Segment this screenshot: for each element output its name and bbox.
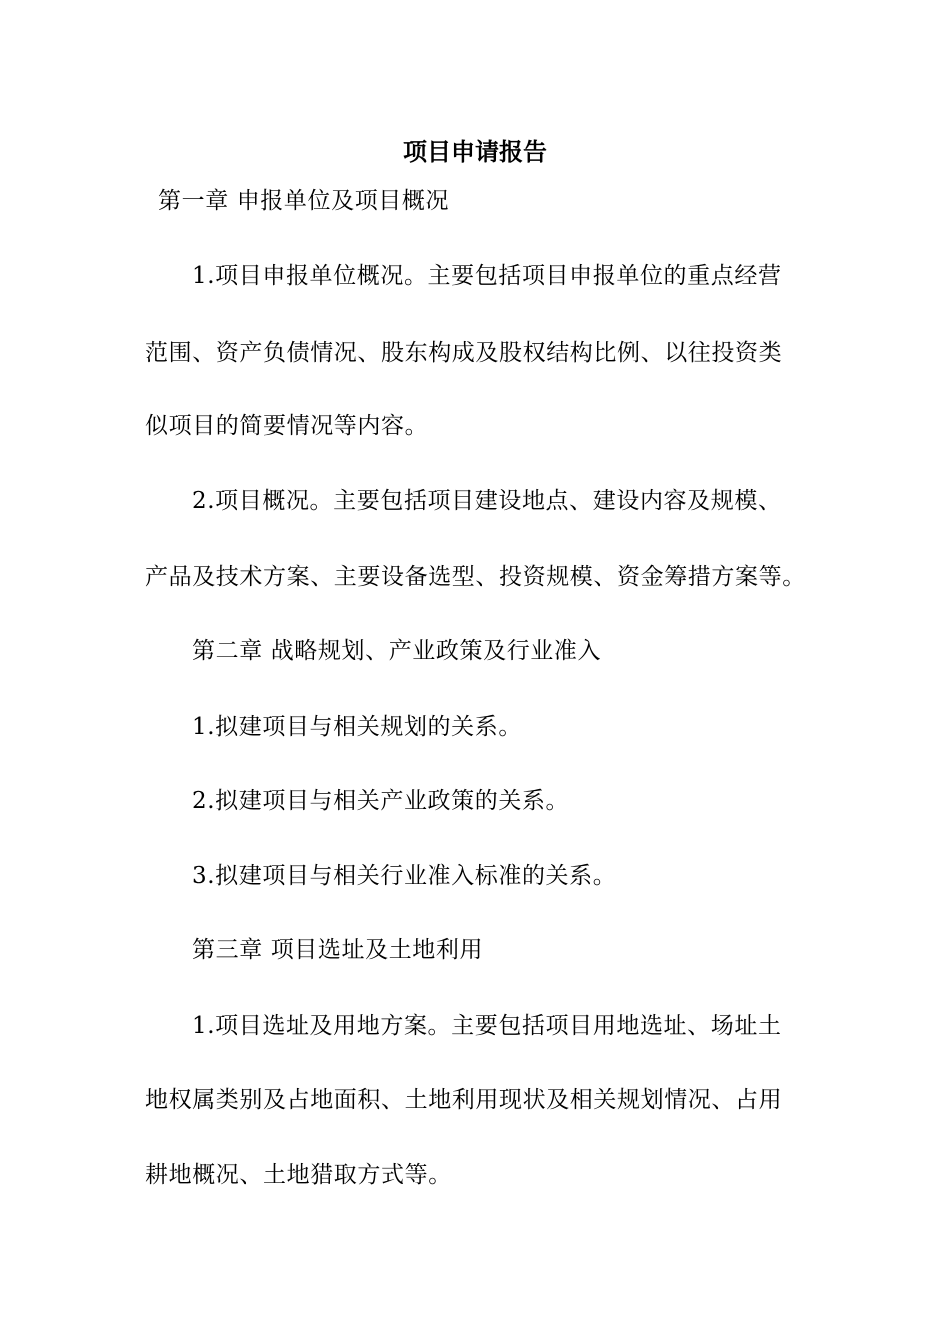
paragraph-line: 似项目的简要情况等内容。 <box>145 413 429 439</box>
paragraph-line: 1.项目申报单位概况。主要包括项目申报单位的重点经营 <box>192 263 782 289</box>
paragraph-line: 2.项目概况。主要包括项目建设地点、建设内容及规模、 <box>192 488 782 514</box>
paragraph-line: 范围、资产负债情况、股东构成及股权结构比例、以往投资类 <box>145 340 783 366</box>
paragraph-line: 耕地概况、土地猎取方式等。 <box>145 1162 452 1188</box>
paragraph-line: 地权属类别及占地面积、土地利用现状及相关规划情况、占用 <box>145 1087 783 1113</box>
paragraph-line: 2.拟建项目与相关产业政策的关系。 <box>192 788 570 814</box>
paragraph-line: 1.拟建项目与相关规划的关系。 <box>192 714 522 740</box>
paragraph-line: 产品及技术方案、主要设备选型、投资规模、资金筹措方案等。 <box>145 564 806 590</box>
document-title: 项目申请报告 <box>403 138 547 166</box>
chapter-3-heading: 第三章 项目选址及土地利用 <box>192 937 484 963</box>
chapter-1-heading: 第一章 申报单位及项目概况 <box>158 188 450 214</box>
paragraph-line: 3.拟建项目与相关行业准入标准的关系。 <box>192 863 617 889</box>
chapter-2-heading: 第二章 战略规划、产业政策及行业准入 <box>192 638 602 664</box>
paragraph-line: 1.项目选址及用地方案。主要包括项目用地选址、场址土 <box>192 1013 782 1039</box>
